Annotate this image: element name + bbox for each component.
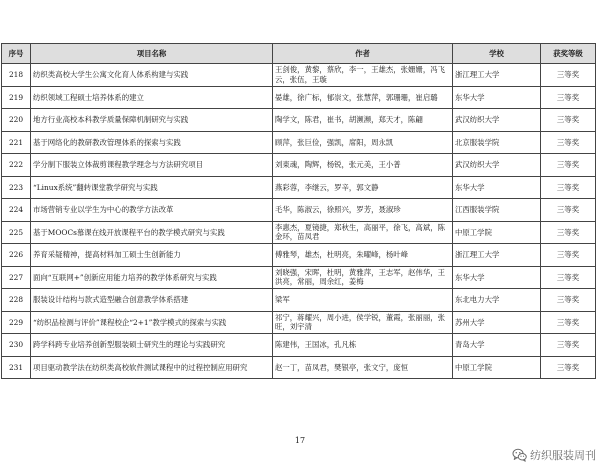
project-name: 学分制下服装立体裁剪课程教学理念与方法研究项目 [31, 154, 273, 177]
project-school: 青岛大学 [453, 334, 541, 357]
award-level: 三等奖 [541, 266, 596, 289]
project-name: 纺织领域工程硕士培养体系的建立 [31, 86, 273, 109]
header-project: 项目名称 [31, 44, 273, 64]
row-number: 230 [2, 334, 31, 357]
project-name: 养育采疑精神，提高材料加工硕士生创新能力 [31, 244, 273, 267]
row-number: 222 [2, 154, 31, 177]
project-school: 东华大学 [453, 176, 541, 199]
project-authors: 刘晓强，宋晖，杜明，黄雅萍，王志军，赵伟华，王洪亮，常丽，周余红，姜梅 [273, 266, 453, 289]
award-level: 三等奖 [541, 154, 596, 177]
award-level: 三等奖 [541, 64, 596, 87]
row-number: 224 [2, 199, 31, 222]
project-authors: 顾萍，张巨俭，强凯，席阳，周永凯 [273, 131, 453, 154]
row-number: 229 [2, 311, 31, 334]
row-number: 226 [2, 244, 31, 267]
project-name: 纺织类高校大学生公寓文化育人体系构建与实践 [31, 64, 273, 87]
row-number: 218 [2, 64, 31, 87]
row-number: 219 [2, 86, 31, 109]
project-school: 北京服装学院 [453, 131, 541, 154]
table-row [2, 356, 596, 379]
project-school: 浙江理工大学 [453, 244, 541, 267]
table-row [2, 289, 596, 312]
project-authors: 晏雄，徐广标，郁崇文，张慧萍，郭珊珊，崔启璐 [273, 86, 453, 109]
project-name: 地方行业高校本科教学质量保障机制研究与实践 [31, 109, 273, 132]
project-name: “Linux系统”翻转课堂教学研究与实践 [31, 176, 273, 199]
project-name: “纺织品检测与评价”课程校企“2+1”教学模式的探索与实践 [31, 311, 273, 334]
table-row [2, 109, 596, 132]
project-school: 苏州大学 [453, 311, 541, 334]
project-name: 项目驱动教学法在纺织类高校软件测试课程中的过程控制应用研究 [31, 356, 273, 379]
table-row [2, 131, 596, 154]
project-name: 市场营销专业以学生为中心的教学方法改革 [31, 199, 273, 222]
table-row [2, 64, 596, 87]
project-school: 江西服装学院 [453, 199, 541, 222]
project-authors: 梁军 [273, 289, 453, 312]
watermark-text: 纺织服装周刊 [530, 449, 596, 462]
project-school: 武汉纺织大学 [453, 154, 541, 177]
project-school: 中原工学院 [453, 356, 541, 379]
table-header-row [2, 44, 596, 64]
row-number: 223 [2, 176, 31, 199]
table-row [2, 199, 596, 222]
project-school: 中原工学院 [453, 221, 541, 244]
award-level: 三等奖 [541, 86, 596, 109]
project-authors: 王剑俊，黄黎，蔡欣，李一，王雄杰，张姗姗，冯飞云，张伍，王璇 [273, 64, 453, 87]
project-name: 基于MOOCs慕课在线开放课程平台的教学模式研究与实践 [31, 221, 273, 244]
project-authors: 祁宁，蒋耀兴，周小进，侯学锐，董霞，张丽丽，张旺，刘宇清 [273, 311, 453, 334]
award-level: 三等奖 [541, 311, 596, 334]
table-row [2, 154, 596, 177]
award-level: 三等奖 [541, 176, 596, 199]
table-row [2, 244, 596, 267]
award-level: 三等奖 [541, 199, 596, 222]
project-name: 面向“互联网+”创新应用能力培养的教学体系研究与实践 [31, 266, 273, 289]
award-level: 三等奖 [541, 244, 596, 267]
project-authors: 毛华，陈淑云，徐照兴，罗芳，聂淑珍 [273, 199, 453, 222]
project-school: 东华大学 [453, 86, 541, 109]
project-authors: 陈建伟，王国冰，孔凡栋 [273, 334, 453, 357]
project-school: 武汉纺织大学 [453, 109, 541, 132]
wechat-icon [512, 448, 527, 462]
project-school: 浙江理工大学 [453, 64, 541, 87]
project-authors: 陶学文，陈君，崔书，胡濒濒，郑天才，陈翩 [273, 109, 453, 132]
table-row [2, 176, 596, 199]
award-level: 三等奖 [541, 131, 596, 154]
project-name: 服装设计结构与款式造型融合创意教学体系搭建 [31, 289, 273, 312]
project-name: 跨学科跨专业培养创新型服装硕士研究生的理论与实践研究 [31, 334, 273, 357]
page-number: 17 [294, 436, 306, 445]
project-name: 基于网络化的教研教改管理体系的探索与实践 [31, 131, 273, 154]
project-authors: 李惠杰，夏镜捷，郑秋生，高丽平，徐飞，高斌，陈金环，苗凤君 [273, 221, 453, 244]
header-award: 获奖等级 [541, 44, 596, 64]
row-number: 227 [2, 266, 31, 289]
project-authors: 赵一丁，苗凤君，樊银亭，张文宁，庞恒 [273, 356, 453, 379]
project-authors: 燕彩蓉，李继云，罗辛，郭文静 [273, 176, 453, 199]
award-level: 三等奖 [541, 356, 596, 379]
row-number: 220 [2, 109, 31, 132]
wechat-watermark [512, 447, 596, 463]
project-authors: 刘東魂，陶辉，杨锐，张元美，王小普 [273, 154, 453, 177]
header-authors: 作者 [273, 44, 453, 64]
award-level: 三等奖 [541, 334, 596, 357]
award-level: 三等奖 [541, 109, 596, 132]
row-number: 228 [2, 289, 31, 312]
table-row [2, 334, 596, 357]
award-level: 三等奖 [541, 289, 596, 312]
project-school: 东华大学 [453, 266, 541, 289]
row-number: 231 [2, 356, 31, 379]
table-row [2, 311, 596, 334]
table-row [2, 86, 596, 109]
row-number: 221 [2, 131, 31, 154]
table-row [2, 221, 596, 244]
awards-table [1, 43, 596, 379]
table-row [2, 266, 596, 289]
row-number: 225 [2, 221, 31, 244]
header-school: 学校 [453, 44, 541, 64]
project-school: 东北电力大学 [453, 289, 541, 312]
header-no: 序号 [2, 44, 31, 64]
award-level: 三等奖 [541, 221, 596, 244]
project-authors: 傅雅琴，雄杰，杜明亮，朱曜峰，杨叶峰 [273, 244, 453, 267]
